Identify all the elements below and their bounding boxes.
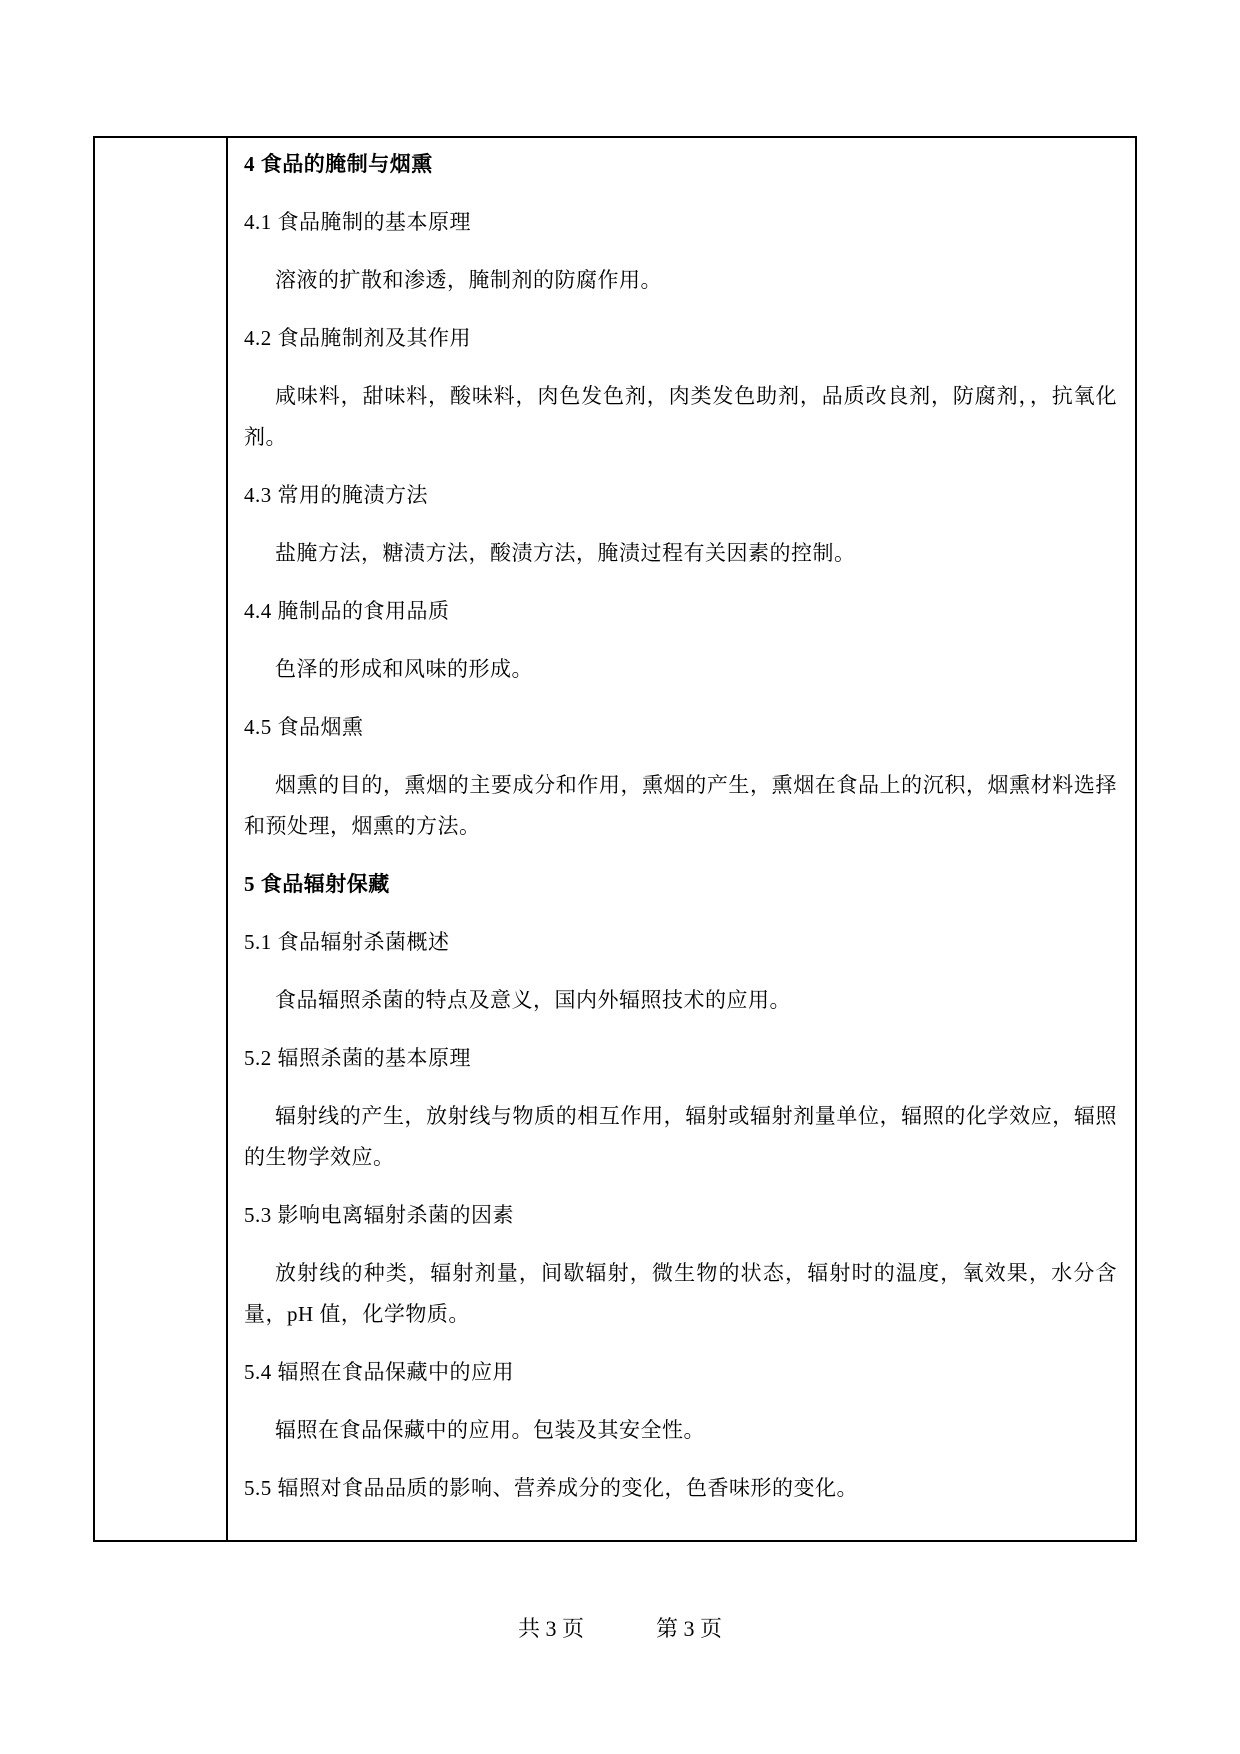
paragraph-subheading: 5.4 辐照在食品保藏中的应用 [244,1360,514,1384]
paragraph-body: 食品辐照杀菌的特点及意义，国内外辐照技术的应用。 [275,988,791,1012]
page-footer [0,1616,1240,1642]
paragraph-body: 烟熏的目的，熏烟的主要成分和作用，熏烟的产生，熏烟在食品上的沉积，烟熏材料选择和预处理，烟熏的方法。 [244,773,1117,838]
paragraph-body: 色泽的形成和风味的形成。 [275,657,533,681]
paragraph-subheading: 4.5 食品烟熏 [244,715,364,739]
table-content-column [228,138,1135,1540]
paragraph-subheading: 4.2 食品腌制剂及其作用 [244,326,471,350]
paragraph-subheading: 5.1 食品辐射杀菌概述 [244,930,450,954]
paragraph-body: 放射线的种类，辐射剂量，间歇辐射，微生物的状态，辐射时的温度，氧效果，水分含量，pH 值，化学物质。 [244,1261,1117,1326]
paragraph-heading: 4 食品的腌制与烟熏 [244,152,433,176]
paragraph-body: 辐射线的产生，放射线与物质的相互作用，辐射或辐射剂量单位，辐照的化学效应，辐照的生物学效应。 [244,1104,1117,1169]
paragraph-subheading: 5.3 影响电离辐射杀菌的因素 [244,1203,514,1227]
footer-current-page: 第 3 页 [656,1616,723,1641]
paragraph-body: 盐腌方法，糖渍方法，酸渍方法，腌渍过程有关因素的控制。 [275,541,856,565]
content-table [93,136,1137,1542]
footer-total-pages: 共 3 页 [517,1616,584,1641]
paragraph-body: 溶液的扩散和渗透，腌制剂的防腐作用。 [275,268,662,292]
paragraph-subheading: 5.5 辐照对食品品质的影响、营养成分的变化，色香味形的变化。 [244,1476,858,1500]
paragraph-subheading: 5.2 辐照杀菌的基本原理 [244,1046,471,1070]
paragraph-body: 咸味料，甜味料，酸味料，肉色发色剂，肉类发色助剂，品质改良剂，防腐剂，，抗氧化剂。 [244,384,1117,449]
paragraph-subheading: 4.1 食品腌制的基本原理 [244,210,471,234]
paragraph-body: 辐照在食品保藏中的应用。包装及其安全性。 [275,1418,705,1442]
paragraph-subheading: 4.3 常用的腌渍方法 [244,483,428,507]
table-left-column [95,138,228,1540]
paragraph-heading: 5 食品辐射保藏 [244,872,390,896]
paragraph-subheading: 4.4 腌制品的食用品质 [244,599,450,623]
